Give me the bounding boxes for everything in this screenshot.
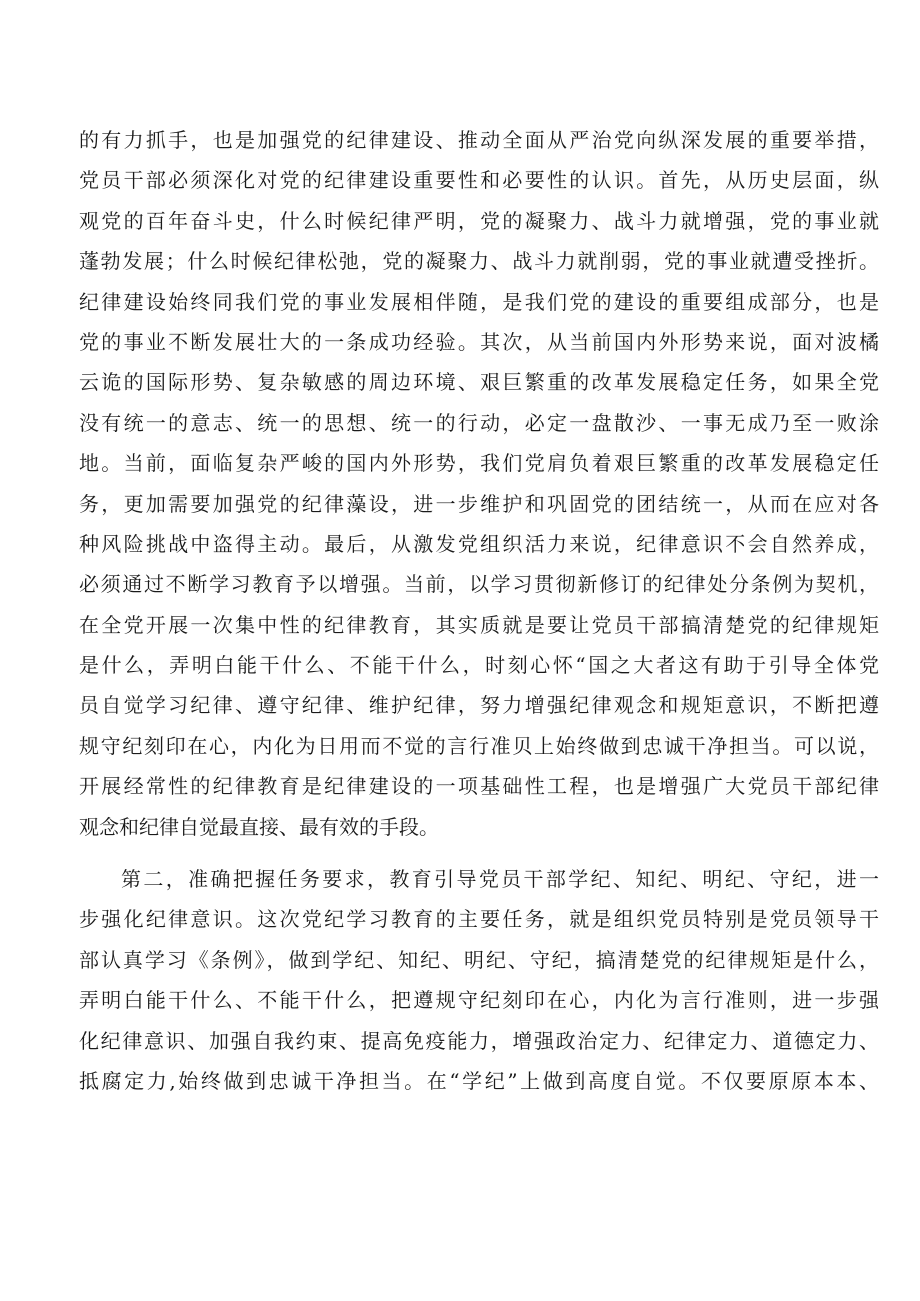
text-line: 员自觉学习纪律、遵守纪律、维护纪律，努力增强纪律观念和规矩意识，不断把遵 [79, 693, 879, 718]
text-line: 开展经常性的纪律教育是纪律建设的一项基础性工程，也是增强广大党员干部纪律 [79, 774, 879, 799]
paragraph-gap [79, 847, 879, 859]
text-line: 规守纪刻印在心，内化为日用而不觉的言行准贝上始终做到忠诚干净担当。可以说， [79, 733, 879, 758]
text-line: 必须通过不断学习教育予以增强。当前，以学习贯彻新修订的纪律处分条例为契机， [79, 572, 879, 597]
text-line: 化纪律意识、加强自我约束、提高免疫能力，增强政治定力、纪律定力、道德定力、 [79, 1028, 879, 1053]
text-line: 党员干部必须深化对党的纪律建设重要性和必要性的认识。首先，从历史层面，纵 [79, 168, 879, 193]
text-line: 蓬勃发展；什么时候纪律松弛，党的凝聚力、战斗力就削弱，党的事业就遭受挫折。 [79, 249, 879, 274]
paragraph [79, 120, 879, 847]
text-line: 观念和纪律自觉最直接、最有效的手段。 [79, 814, 439, 839]
text-line: 部认真学习《条例》，做到学纪、知纪、明纪、守纪，搞清楚党的纪律规矩是什么， [79, 947, 879, 972]
text-line: 在全党开展一次集中性的纪律教育，其实质就是要让党员干部搞清楚党的纪律规矩 [79, 612, 879, 637]
text-line: 纪律建设始终同我们党的事业发展相伴随，是我们党的建设的重要组成部分，也是 [79, 289, 879, 314]
text-line: 第二，准确把握任务要求，教育引导党员干部学纪、知纪、明纪、守纪，进一 [121, 867, 879, 892]
text-line: 地。当前，面临复杂严峻的国内外形势，我们党肩负着艰巨繁重的改革发展稳定任 [79, 451, 879, 476]
text-line: 没有统一的意志、统一的思想、统一的行动，必定一盘散沙、一事无成乃至一败涂 [79, 410, 879, 435]
text-line: 的有力抓手，也是加强党的纪律建设、推动全面从严治党向纵深发展的重要举措， [79, 128, 879, 152]
text-line: 是什么，弄明白能干什么、不能干什么，时刻心怀“国之大者这有助于引导全体党 [79, 653, 879, 678]
text-line: 种风险挑战中盗得主动。最后，从激发党组织活力来说，纪律意识不会自然养成， [79, 531, 879, 556]
text-line: 党的事业不断发展壮大的一条成功经验。其次，从当前国内外形势来说，面对波橘 [79, 329, 879, 354]
document-body [79, 120, 879, 1101]
text-line: 云诡的国际形势、复杂敏感的周边环境、艰巨繁重的改革发展稳定任务，如果全党 [79, 370, 879, 395]
paragraph [79, 859, 879, 1101]
text-line: 抵腐定力,始终做到忠诚干净担当。在“学纪”上做到高度自觉。不仅要原原本本、 [79, 1068, 879, 1093]
text-line: 观党的百年奋斗史，什么时候纪律严明，党的凝聚力、战斗力就增强，党的事业就 [79, 208, 879, 233]
text-line: 步强化纪律意识。这次党纪学习教育的主要任务，就是组织党员特别是党员领导干 [79, 907, 879, 932]
text-line: 务，更加需要加强党的纪律藻设，进一步维护和巩固党的团结统一，从而在应对各 [79, 491, 879, 516]
text-line: 弄明白能干什么、不能干什么，把遵规守纪刻印在心，内化为言行准则，进一步强 [79, 988, 879, 1013]
